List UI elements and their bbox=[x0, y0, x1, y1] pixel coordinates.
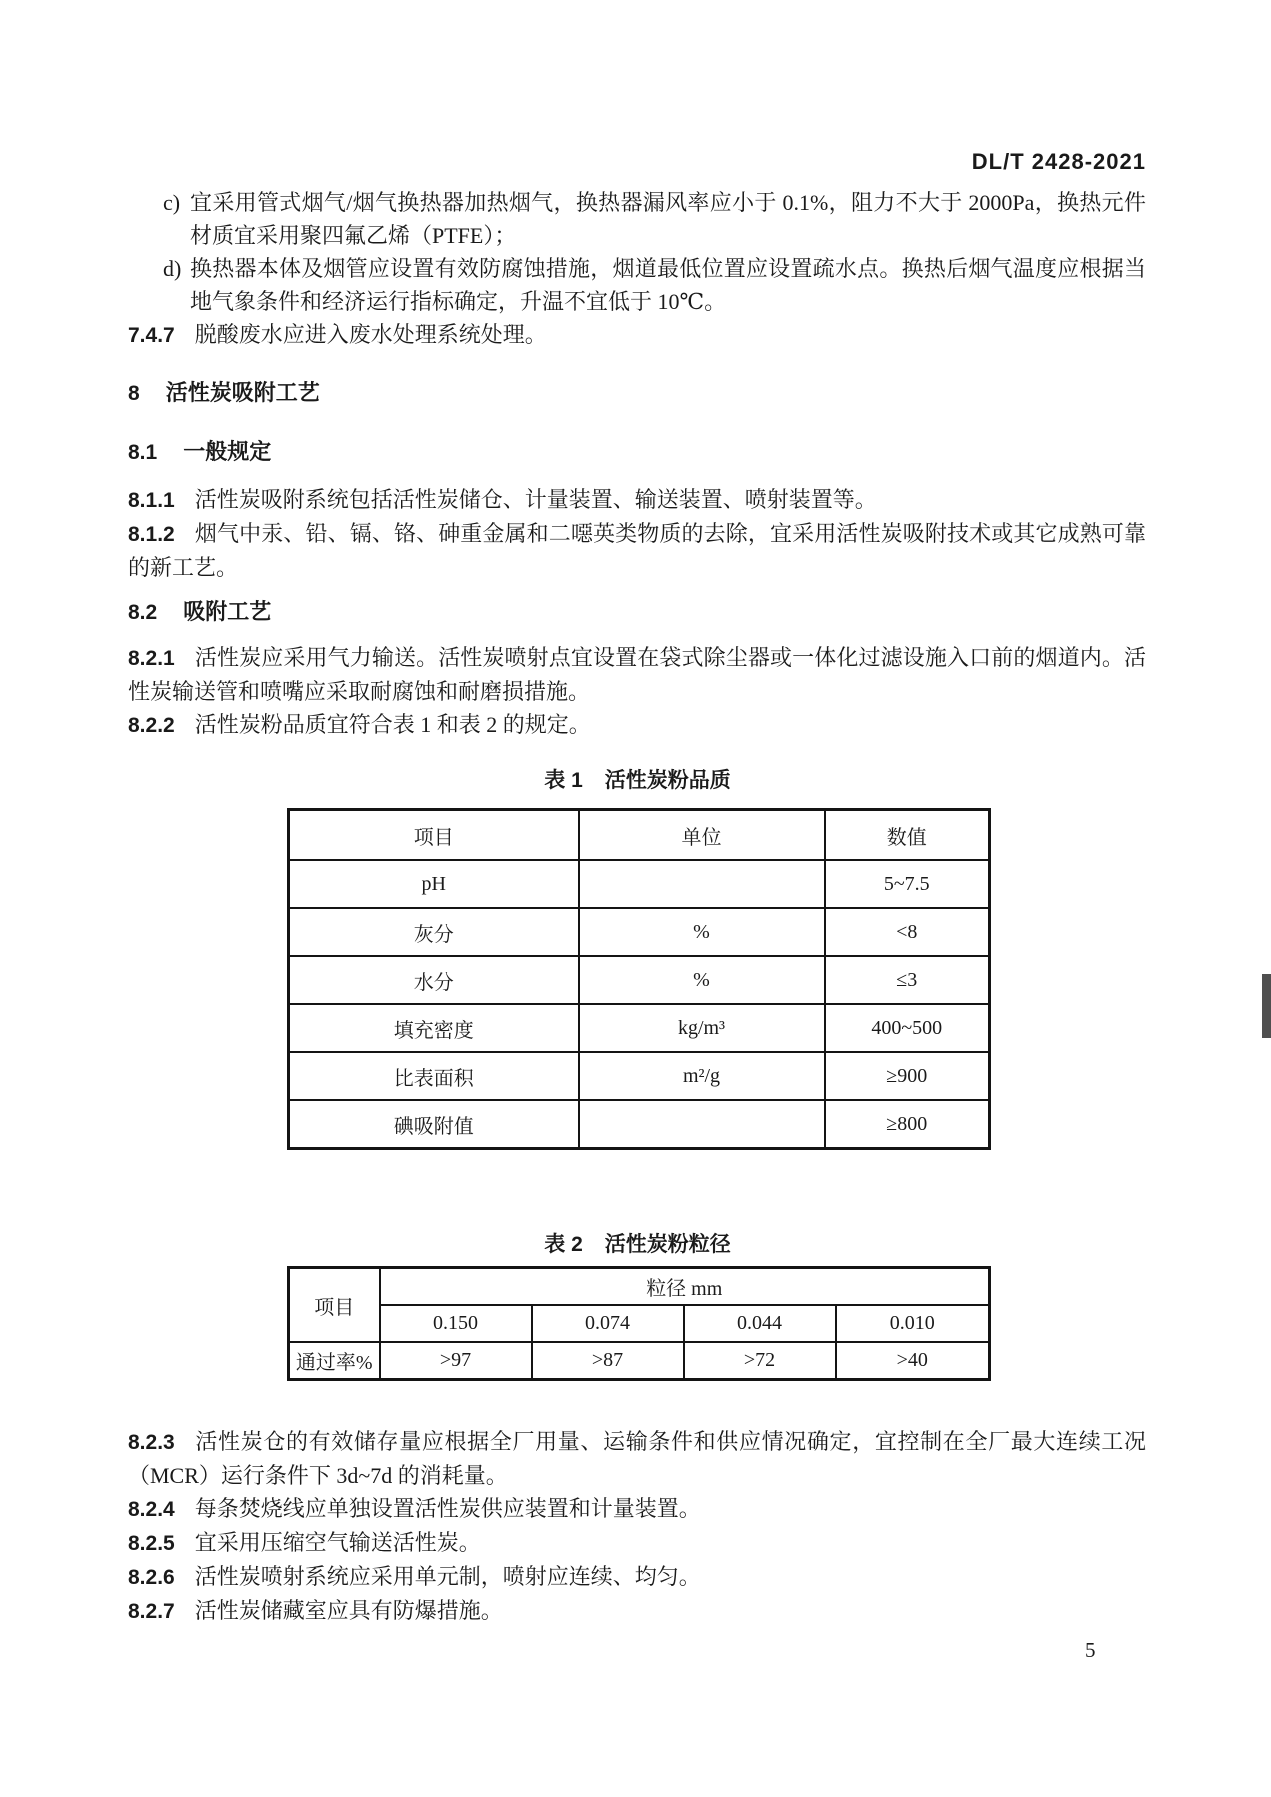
clause-text: 宜采用压缩空气输送活性炭。 bbox=[194, 1530, 481, 1555]
clause-number: 8.2.7 bbox=[128, 1600, 175, 1623]
cell-value: >97 bbox=[380, 1342, 532, 1380]
clause-8-2-6 bbox=[128, 1560, 1146, 1594]
table-label: 表 2 bbox=[544, 1233, 583, 1256]
clause-8-2-2 bbox=[128, 708, 1146, 742]
cell-item: 水分 bbox=[289, 956, 579, 1004]
section-heading-8-2 bbox=[128, 595, 1146, 629]
size-header: 0.150 bbox=[380, 1305, 532, 1342]
section-number: 8.2 bbox=[128, 601, 158, 624]
cell-item: 填充密度 bbox=[289, 1004, 579, 1052]
clause-text: 活性炭粉品质宜符合表 1 和表 2 的规定。 bbox=[194, 712, 591, 737]
table-row-pass-rate bbox=[289, 1342, 990, 1380]
cell-unit bbox=[579, 860, 825, 908]
clause-text: 活性炭仓的有效储存量应根据全厂用量、运输条件和供应情况确定，宜控制在全厂最大连续工况（MCR）运行条件下 3d~7d 的消耗量。 bbox=[128, 1429, 1146, 1488]
column-header-item: 项目 bbox=[289, 810, 579, 861]
cell-value: ≤3 bbox=[825, 956, 990, 1004]
clause-number: 7.4.7 bbox=[128, 324, 175, 347]
clause-text: 烟气中汞、铅、镉、铬、砷重金属和二噁英类物质的去除，宜采用活性炭吸附技术或其它成熟可靠的新工艺。 bbox=[128, 521, 1146, 580]
table-row-iodine-adsorption bbox=[289, 1100, 990, 1149]
clause-8-2-5 bbox=[128, 1526, 1146, 1560]
section-title: 一般规定 bbox=[183, 439, 272, 464]
table-row-packing-density bbox=[289, 1004, 990, 1052]
cell-item: 灰分 bbox=[289, 908, 579, 956]
cell-unit bbox=[579, 1100, 825, 1149]
clause-8-2-7 bbox=[128, 1594, 1146, 1628]
clause-text: 活性炭应采用气力输送。活性炭喷射点宜设置在袋式除尘器或一体化过滤设施入口前的烟道内。活性炭输送管和喷嘴应采取耐腐蚀和耐磨损措施。 bbox=[128, 645, 1146, 704]
clause-number: 8.1.2 bbox=[128, 523, 175, 546]
cell-value: ≥800 bbox=[825, 1100, 990, 1149]
column-header-value: 数值 bbox=[825, 810, 990, 861]
section-number: 8 bbox=[128, 382, 140, 405]
cell-value: >87 bbox=[532, 1342, 684, 1380]
table-title-text: 活性炭粉品质 bbox=[604, 769, 731, 792]
clause-number: 8.2.4 bbox=[128, 1498, 175, 1521]
cell-item: pH bbox=[289, 860, 579, 908]
table-header-row bbox=[289, 810, 990, 861]
clause-7-4-7 bbox=[128, 318, 1146, 352]
list-marker: d) bbox=[163, 256, 182, 281]
cell-value: ≥900 bbox=[825, 1052, 990, 1100]
clause-8-2-4 bbox=[128, 1492, 1146, 1526]
table-1-title bbox=[287, 764, 988, 797]
corner-header-item: 项目 bbox=[289, 1268, 380, 1343]
clause-text: 脱酸废水应进入废水处理系统处理。 bbox=[194, 322, 547, 347]
row-label: 通过率% bbox=[289, 1342, 380, 1380]
clause-8-2-1 bbox=[128, 641, 1146, 708]
cell-value: 5~7.5 bbox=[825, 860, 990, 908]
section-title: 吸附工艺 bbox=[183, 599, 272, 624]
clause-8-1-1 bbox=[128, 483, 1146, 517]
clause-text: 每条焚烧线应单独设置活性炭供应装置和计量装置。 bbox=[194, 1496, 701, 1521]
section-heading-8-1 bbox=[128, 435, 1146, 469]
clause-8-1-2 bbox=[128, 517, 1146, 584]
size-header: 0.074 bbox=[532, 1305, 684, 1342]
cell-item: 碘吸附值 bbox=[289, 1100, 579, 1149]
size-header: 0.010 bbox=[836, 1305, 990, 1342]
cell-unit: m²/g bbox=[579, 1052, 825, 1100]
clause-8-2-3 bbox=[128, 1425, 1146, 1492]
column-header-unit: 单位 bbox=[579, 810, 825, 861]
clause-number: 8.2.6 bbox=[128, 1566, 175, 1589]
span-header-particle-size: 粒径 mm bbox=[380, 1268, 990, 1306]
cell-value: >72 bbox=[684, 1342, 836, 1380]
size-header: 0.044 bbox=[684, 1305, 836, 1342]
standard-code-header: DL/T 2428-2021 bbox=[971, 149, 1146, 174]
table-row-ph bbox=[289, 860, 990, 908]
clause-number: 8.2.5 bbox=[128, 1532, 175, 1555]
list-item-text: 换热器本体及烟管应设置有效防腐蚀措施，烟道最低位置应设置疏水点。换热后烟气温度应根据当地气象条件和经济运行指标确定，升温不宜低于 10℃。 bbox=[190, 256, 1146, 314]
table-row-moisture bbox=[289, 956, 990, 1004]
table-row-ash bbox=[289, 908, 990, 956]
scan-artifact-bar bbox=[1262, 974, 1271, 1038]
cell-value: <8 bbox=[825, 908, 990, 956]
table-label: 表 1 bbox=[544, 769, 583, 792]
list-marker: c) bbox=[163, 190, 181, 215]
cell-item: 比表面积 bbox=[289, 1052, 579, 1100]
cell-unit: kg/m³ bbox=[579, 1004, 825, 1052]
table-activated-carbon-quality bbox=[287, 808, 991, 1150]
table-2-title bbox=[287, 1228, 988, 1261]
clause-number: 8.1.1 bbox=[128, 489, 175, 512]
page-content bbox=[128, 0, 1146, 1628]
section-heading-8 bbox=[128, 376, 1146, 410]
table-header-row bbox=[289, 1268, 990, 1306]
list-item-d bbox=[128, 252, 1146, 318]
cell-unit: % bbox=[579, 956, 825, 1004]
clause-text: 活性炭吸附系统包括活性炭储仓、计量装置、输送装置、喷射装置等。 bbox=[194, 487, 877, 512]
list-item-text: 宜采用管式烟气/烟气换热器加热烟气，换热器漏风率应小于 0.1%，阻力不大于 2000Pa，换热元件材质宜采用聚四氟乙烯（PTFE）； bbox=[190, 190, 1146, 248]
list-item-c bbox=[128, 186, 1146, 252]
clause-number: 8.2.1 bbox=[128, 647, 175, 670]
cell-unit: % bbox=[579, 908, 825, 956]
section-title: 活性炭吸附工艺 bbox=[165, 380, 320, 405]
table-row-specific-surface bbox=[289, 1052, 990, 1100]
section-number: 8.1 bbox=[128, 441, 158, 464]
table-subheader-row bbox=[289, 1305, 990, 1342]
clause-text: 活性炭喷射系统应采用单元制，喷射应连续、均匀。 bbox=[194, 1564, 701, 1589]
table-activated-carbon-particle-size bbox=[287, 1266, 991, 1381]
table-title-text: 活性炭粉粒径 bbox=[604, 1233, 731, 1256]
page-number: 5 bbox=[1085, 1638, 1096, 1662]
clause-number: 8.2.2 bbox=[128, 714, 175, 737]
clause-text: 活性炭储藏室应具有防爆措施。 bbox=[194, 1598, 503, 1623]
clause-number: 8.2.3 bbox=[128, 1431, 175, 1454]
cell-value: >40 bbox=[836, 1342, 990, 1380]
cell-value: 400~500 bbox=[825, 1004, 990, 1052]
